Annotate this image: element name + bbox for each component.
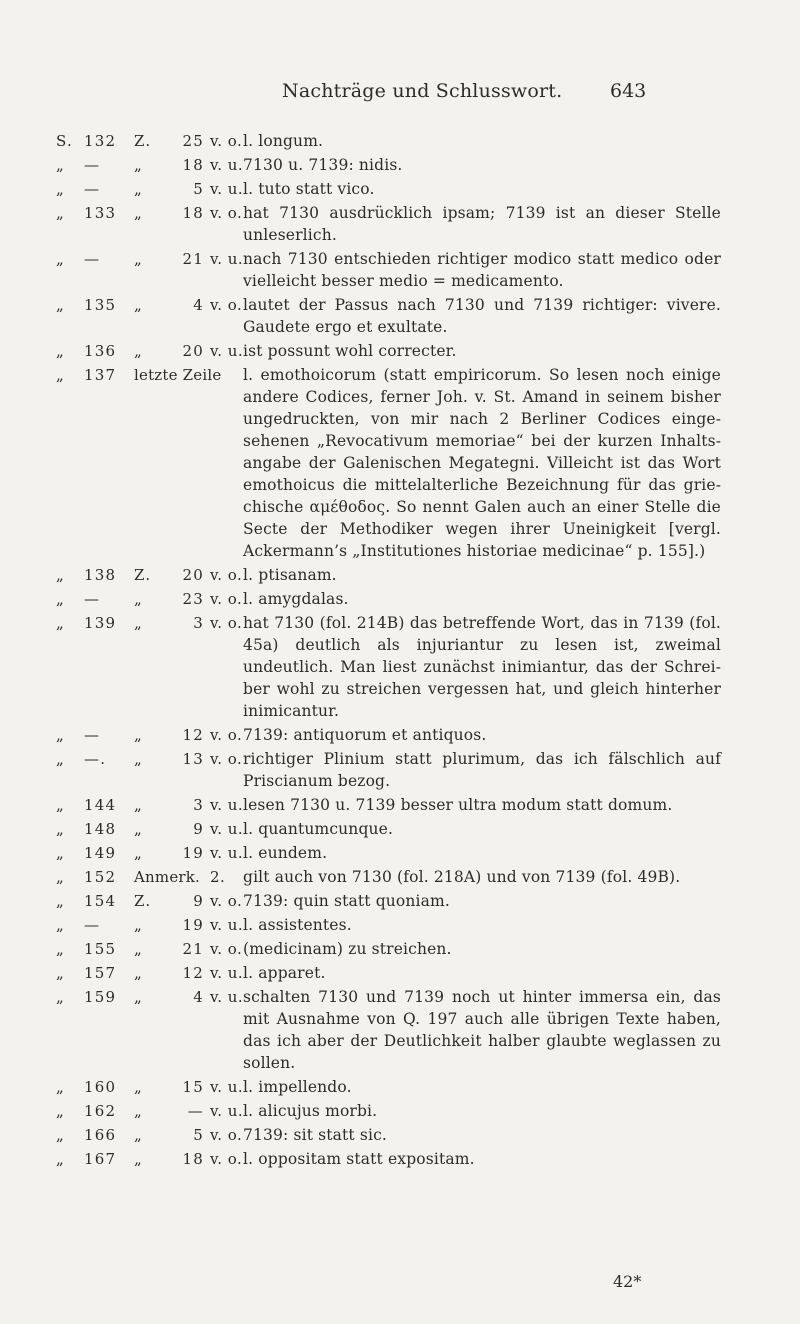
zeile-marker: Z.	[134, 892, 152, 910]
correction-text: ist possunt wohl correcter.	[243, 342, 457, 360]
errata-entry	[0, 724, 800, 748]
direction-reference: v. o.	[210, 590, 243, 608]
correction-text: l. emothoicorum (statt empiricorum. So lesen noch einige andere Codices, ferner Joh. v. St. Amand in seinem bisher ungedruckten, von mir nach 2 Berliner Codices eingesehenen „Revocativum memoriae“ bei der kurzen Inhaltsangabe der Galenischen Megategni. Villeicht ist das Wort emothoicus die mittelalterliche Bezeichnung für das griechische αμέθοδος. So nennt Galen auch an einer Stelle die Secte der Methodiker wegen ihrer Uneinigkeit [vergl. Ackermann’s „Institutiones historiae medicinae“ p. 155].)	[243, 366, 721, 560]
zeile-marker: „	[134, 1078, 143, 1096]
line-reference: —	[187, 1102, 204, 1120]
seite-marker: „	[56, 940, 65, 958]
correction-text: l. assistentes.	[243, 916, 352, 934]
errata-entry	[0, 818, 800, 842]
errata-entry	[0, 1076, 800, 1100]
direction-reference: v. o.	[210, 726, 243, 744]
direction-reference: v. o.	[210, 940, 243, 958]
line-reference: 25	[182, 132, 204, 150]
line-reference: 21	[182, 940, 204, 958]
line-reference: 20	[182, 342, 204, 360]
errata-entry	[0, 340, 800, 364]
zeile-marker: „	[134, 844, 143, 862]
page-reference: 135	[84, 296, 117, 314]
zeile-marker: Z.	[134, 132, 152, 150]
page-reference: 160	[84, 1078, 117, 1096]
page-reference: 138	[84, 566, 117, 584]
page-reference: 148	[84, 820, 117, 838]
correction-text: gilt auch von 7130 (fol. 218A) und von 7139 (fol. 49B).	[243, 868, 681, 886]
correction-text: 7139: quin statt quoniam.	[243, 892, 450, 910]
page-reference: 166	[84, 1126, 117, 1144]
correction-text: hat 7130 ausdrücklich ipsam; 7139 ist an dieser Stelle unleserlich.	[243, 204, 721, 244]
correction-text: 7139: antiquorum et antiquos.	[243, 726, 487, 744]
seite-marker: „	[56, 1150, 65, 1168]
correction-text: nach 7130 entschieden richtiger modico statt medico oder vielleicht besser medio = medicamento.	[243, 250, 721, 290]
direction-reference: v. u.	[210, 964, 244, 982]
errata-entry	[0, 842, 800, 866]
direction-reference: v. u.	[210, 844, 244, 862]
correction-text: l. impellendo.	[243, 1078, 352, 1096]
line-reference: 4	[193, 296, 204, 314]
seite-marker: „	[56, 1078, 65, 1096]
zeile-marker: „	[134, 614, 143, 632]
page-reference: —.	[84, 750, 107, 768]
direction-reference: v. u.	[210, 180, 244, 198]
correction-text: l. quantumcunque.	[243, 820, 394, 838]
page-reference: —	[84, 590, 101, 608]
page-reference: —	[84, 180, 101, 198]
page-reference: 133	[84, 204, 117, 222]
page-reference: 136	[84, 342, 117, 360]
signature-mark: 42*	[613, 1272, 642, 1291]
errata-entry	[0, 1148, 800, 1172]
page-reference: 149	[84, 844, 117, 862]
seite-marker: „	[56, 726, 65, 744]
seite-marker: S.	[56, 132, 73, 150]
seite-marker: „	[56, 844, 65, 862]
zeile-marker: „	[134, 180, 143, 198]
errata-entry	[0, 1124, 800, 1148]
errata-entry	[0, 202, 800, 248]
page-reference: —	[84, 250, 101, 268]
direction-reference: v. u.	[210, 1078, 244, 1096]
line-reference: 4	[193, 988, 204, 1006]
line-reference: 23	[182, 590, 204, 608]
seite-marker: „	[56, 204, 65, 222]
errata-entry	[0, 866, 800, 890]
seite-marker: „	[56, 892, 65, 910]
errata-entry	[0, 914, 800, 938]
seite-marker: „	[56, 590, 65, 608]
direction-reference: v. u.	[210, 250, 244, 268]
zeile-marker: „	[134, 750, 143, 768]
errata-entry	[0, 130, 800, 154]
line-reference: 13	[182, 750, 204, 768]
zeile-marker: „	[134, 940, 143, 958]
zeile-marker: „	[134, 916, 143, 934]
page-reference: 162	[84, 1102, 117, 1120]
seite-marker: „	[56, 156, 65, 174]
correction-text: l. eundem.	[243, 844, 328, 862]
zeile-marker: „	[134, 204, 143, 222]
zeile-marker: „	[134, 250, 143, 268]
seite-marker: „	[56, 614, 65, 632]
errata-entry	[0, 890, 800, 914]
direction-reference: v. o.	[210, 1150, 243, 1168]
direction-reference: v. o.	[210, 892, 243, 910]
correction-text: l. apparet.	[243, 964, 326, 982]
errata-entry	[0, 154, 800, 178]
line-reference-note: Anmerk.	[134, 868, 201, 886]
errata-entry	[0, 794, 800, 818]
line-reference: 3	[193, 614, 204, 632]
line-reference: 18	[182, 1150, 204, 1168]
direction-reference: v. u.	[210, 988, 244, 1006]
seite-marker: „	[56, 1102, 65, 1120]
zeile-marker: „	[134, 1126, 143, 1144]
seite-marker: „	[56, 750, 65, 768]
zeile-marker: „	[134, 988, 143, 1006]
correction-text: (medicinam) zu streichen.	[243, 940, 452, 958]
direction-reference: v. u.	[210, 156, 244, 174]
errata-entry	[0, 178, 800, 202]
correction-text: 7139: sit statt sic.	[243, 1126, 387, 1144]
page-reference: 139	[84, 614, 117, 632]
running-title: Nachträge und Schlusswort.	[282, 80, 563, 102]
page-reference: —	[84, 156, 101, 174]
line-reference: 12	[182, 726, 204, 744]
errata-entry	[0, 294, 800, 340]
seite-marker: „	[56, 366, 65, 384]
line-reference: 18	[182, 204, 204, 222]
correction-text: lautet der Passus nach 7130 und 7139 richtiger: vivere. Gaudete ergo et exultate.	[243, 296, 721, 336]
correction-text: l. tuto statt vico.	[243, 180, 375, 198]
zeile-marker: „	[134, 342, 143, 360]
zeile-marker: „	[134, 796, 143, 814]
page-reference: 167	[84, 1150, 117, 1168]
correction-text: richtiger Plinium statt plurimum, das ich fälschlich auf Priscianum bezog.	[243, 750, 721, 790]
errata-entry	[0, 938, 800, 962]
line-reference: 12	[182, 964, 204, 982]
zeile-marker: „	[134, 156, 143, 174]
correction-text: 7130 u. 7139: nidis.	[243, 156, 403, 174]
seite-marker: „	[56, 988, 65, 1006]
direction-reference: v. o.	[210, 296, 243, 314]
direction-reference: v. u.	[210, 796, 244, 814]
direction-reference: 2.	[210, 868, 226, 886]
errata-entry	[0, 962, 800, 986]
errata-entry	[0, 612, 800, 724]
line-reference: 19	[182, 916, 204, 934]
seite-marker: „	[56, 916, 65, 934]
correction-text: hat 7130 (fol. 214B) das betreffende Wort, das in 7139 (fol. 45a) deutlich als injuriantur zu lesen ist, zweimal undeutlich. Man liest zunächst inimiantur, das der Schreiber wohl zu streichen vergessen hat, und gleich hinterher inimicantur.	[243, 614, 721, 720]
page-reference: 144	[84, 796, 117, 814]
zeile-marker: „	[134, 1102, 143, 1120]
line-reference: 3	[193, 796, 204, 814]
zeile-marker: „	[134, 296, 143, 314]
correction-text: l. amygdalas.	[243, 590, 349, 608]
zeile-marker: „	[134, 726, 143, 744]
direction-reference: v. o.	[210, 132, 243, 150]
page-reference: 152	[84, 868, 117, 886]
correction-text: l. alicujus morbi.	[243, 1102, 378, 1120]
page-reference: —	[84, 916, 101, 934]
page-number: 643	[610, 80, 647, 102]
seite-marker: „	[56, 566, 65, 584]
seite-marker: „	[56, 868, 65, 886]
correction-text: l. oppositam statt expositam.	[243, 1150, 475, 1168]
line-reference: 15	[182, 1078, 204, 1096]
seite-marker: „	[56, 796, 65, 814]
errata-entry	[0, 986, 800, 1076]
direction-reference: v. u.	[210, 342, 244, 360]
line-reference: 5	[193, 1126, 204, 1144]
line-reference: 20	[182, 566, 204, 584]
direction-reference: v. o.	[210, 750, 243, 768]
page-reference: 155	[84, 940, 117, 958]
seite-marker: „	[56, 180, 65, 198]
seite-marker: „	[56, 964, 65, 982]
direction-reference: v. o.	[210, 1126, 243, 1144]
line-reference: 19	[182, 844, 204, 862]
direction-reference: v. u.	[210, 1102, 244, 1120]
page-reference: 154	[84, 892, 117, 910]
page-reference: —	[84, 726, 101, 744]
zeile-marker: „	[134, 1150, 143, 1168]
correction-text: lesen 7130 u. 7139 besser ultra modum statt domum.	[243, 796, 673, 814]
errata-entry	[0, 1100, 800, 1124]
zeile-marker: „	[134, 964, 143, 982]
seite-marker: „	[56, 1126, 65, 1144]
page-reference: 159	[84, 988, 117, 1006]
direction-reference: v. o.	[210, 566, 243, 584]
line-reference: 5	[193, 180, 204, 198]
direction-reference: v. u.	[210, 820, 244, 838]
line-reference-note: letzte Zeile	[134, 366, 222, 384]
errata-entry	[0, 248, 800, 294]
seite-marker: „	[56, 296, 65, 314]
line-reference: 21	[182, 250, 204, 268]
errata-list	[0, 130, 800, 1172]
line-reference: 9	[193, 892, 204, 910]
seite-marker: „	[56, 250, 65, 268]
correction-text: schalten 7130 und 7139 noch ut hinter immersa ein, das mit Ausnahme von Q. 197 auch alle übrigen Texte haben, das ich aber der Deutlichkeit halber glaubte weglassen zu sollen.	[243, 988, 721, 1072]
seite-marker: „	[56, 342, 65, 360]
zeile-marker: Z.	[134, 566, 152, 584]
line-reference: 9	[193, 820, 204, 838]
page-header	[0, 80, 800, 110]
zeile-marker: „	[134, 590, 143, 608]
correction-text: l. longum.	[243, 132, 324, 150]
direction-reference: v. u.	[210, 916, 244, 934]
direction-reference: v. o.	[210, 204, 243, 222]
direction-reference: v. o.	[210, 614, 243, 632]
line-reference: 18	[182, 156, 204, 174]
errata-entry	[0, 564, 800, 588]
errata-entry	[0, 364, 800, 564]
errata-entry	[0, 748, 800, 794]
errata-entry	[0, 588, 800, 612]
page-reference: 157	[84, 964, 117, 982]
zeile-marker: „	[134, 820, 143, 838]
page-reference: 132	[84, 132, 117, 150]
page-reference: 137	[84, 366, 117, 384]
seite-marker: „	[56, 820, 65, 838]
correction-text: l. ptisanam.	[243, 566, 337, 584]
